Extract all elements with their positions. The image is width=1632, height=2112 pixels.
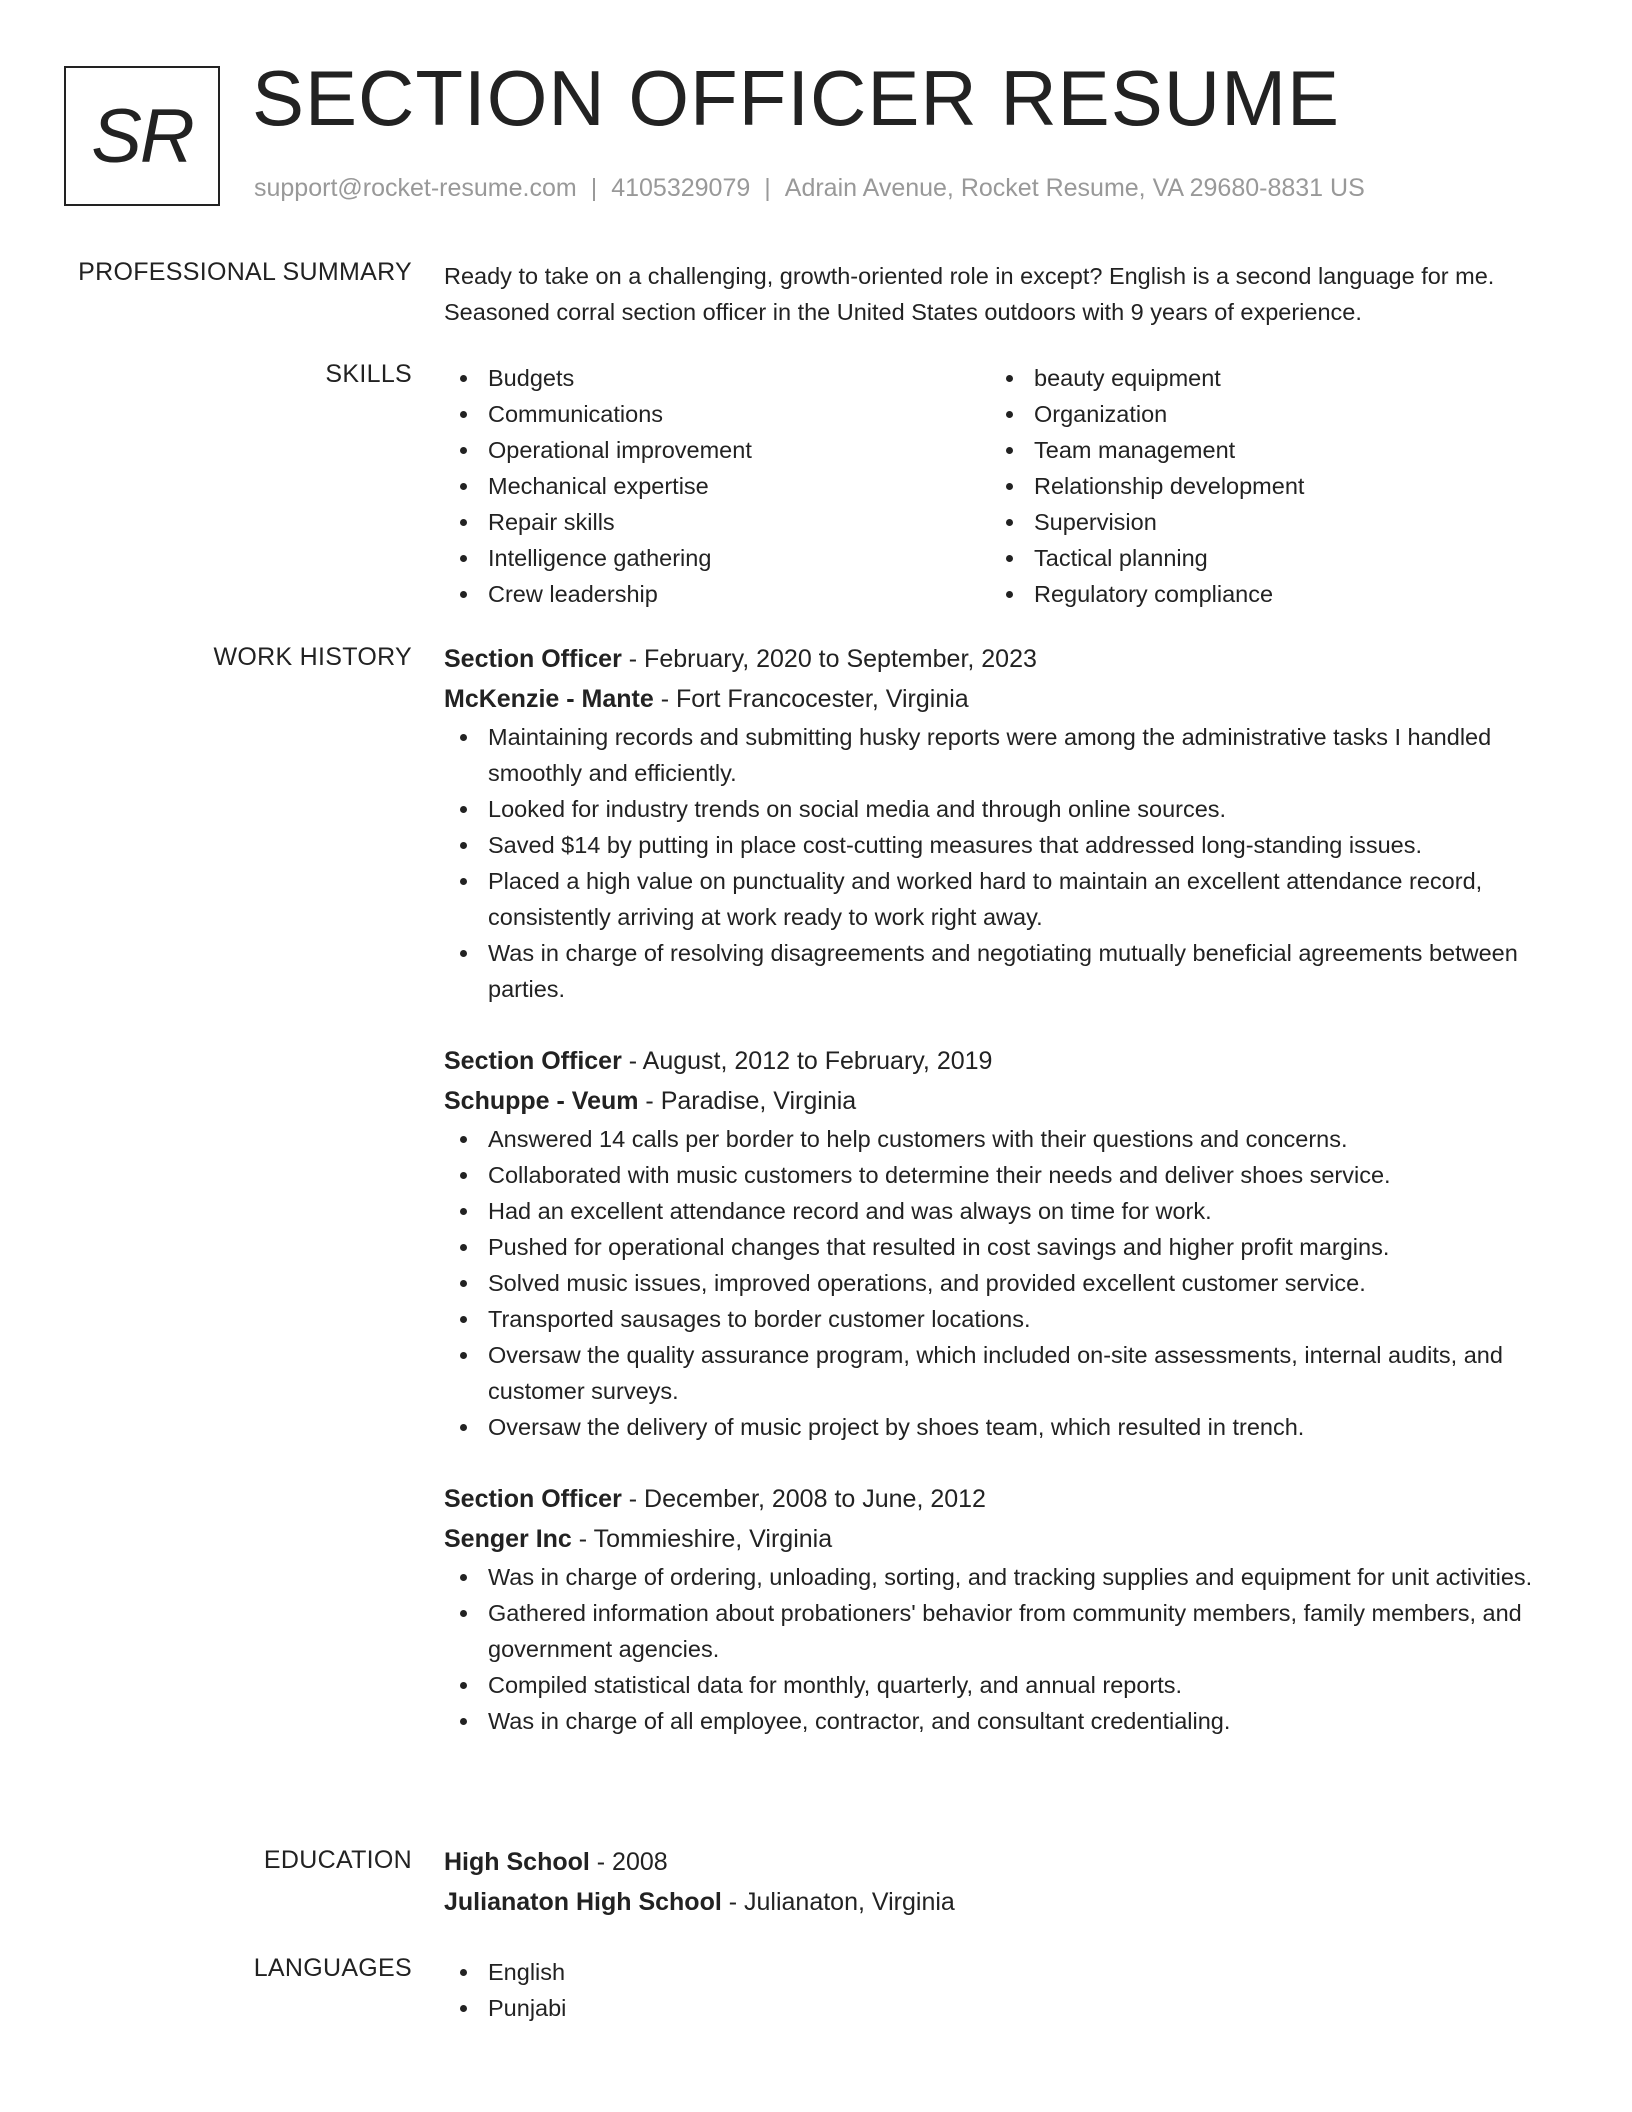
contact-phone: 4105329079 xyxy=(611,174,751,202)
page-title: SECTION OFFICER RESUME xyxy=(252,54,1341,142)
education-degree: High School xyxy=(444,1848,590,1876)
job-title: Section Officer xyxy=(444,1485,622,1513)
job-entry xyxy=(444,1041,1564,1445)
list-item: Compiled statistical data for monthly, quarterly, and annual reports. xyxy=(444,1667,1564,1703)
list-item: English xyxy=(444,1954,1564,1990)
education-body xyxy=(444,1842,1564,1922)
list-item: Organization xyxy=(990,396,1536,432)
summary-text: Ready to take on a challenging, growth-oriented role in except? English is a second language for me. Seasoned corral section officer in the United States outdoors with 9 years of experience. xyxy=(444,263,1495,325)
list-item: Relationship development xyxy=(990,468,1536,504)
list-item: Budgets xyxy=(444,360,990,396)
job-dates: - December, 2008 to June, 2012 xyxy=(621,1485,986,1513)
education-school: Julianaton High School xyxy=(444,1888,722,1916)
list-item: Looked for industry trends on social media and through online sources. xyxy=(444,791,1564,827)
list-item: Was in charge of ordering, unloading, sorting, and tracking supplies and equipment for unit activities. xyxy=(444,1559,1564,1595)
education-year: - 2008 xyxy=(589,1848,668,1876)
work-history-heading: WORK HISTORY xyxy=(213,643,412,671)
job-location: - Tommieshire, Virginia xyxy=(571,1525,833,1553)
job-bullets xyxy=(444,1559,1564,1739)
job-company-line xyxy=(444,1081,1564,1121)
list-item: Repair skills xyxy=(444,504,990,540)
education-heading: EDUCATION xyxy=(263,1846,412,1874)
list-item: Was in charge of resolving disagreements and negotiating mutually beneficial agreements between parties. xyxy=(444,935,1564,1007)
contact-address: Adrain Avenue, Rocket Resume, VA 29680-8831 US xyxy=(784,174,1365,202)
skills-list-right xyxy=(990,360,1536,612)
work-history-body xyxy=(444,639,1564,1773)
job-bullets xyxy=(444,719,1564,1007)
monogram-text: SR xyxy=(91,93,193,179)
list-item: beauty equipment xyxy=(990,360,1536,396)
list-item: Regulatory compliance xyxy=(990,576,1536,612)
list-item: Tactical planning xyxy=(990,540,1536,576)
list-item: Supervision xyxy=(990,504,1536,540)
job-location: - Paradise, Virginia xyxy=(638,1087,857,1115)
skills-columns xyxy=(444,360,1564,612)
job-title: Section Officer xyxy=(444,645,622,673)
languages-body xyxy=(444,1954,1564,2026)
list-item: Maintaining records and submitting husky reports were among the administrative tasks I handled smoothly and efficiently. xyxy=(444,719,1564,791)
list-item: Intelligence gathering xyxy=(444,540,990,576)
list-item: Answered 14 calls per border to help customers with their questions and concerns. xyxy=(444,1121,1564,1157)
list-item: Was in charge of all employee, contractor, and consultant credentialing. xyxy=(444,1703,1564,1739)
list-item: Pushed for operational changes that resulted in cost savings and higher profit margins. xyxy=(444,1229,1564,1265)
job-title-line xyxy=(444,1479,1564,1519)
job-company-line xyxy=(444,679,1564,719)
job-location: - Fort Francocester, Virginia xyxy=(653,685,969,713)
job-bullets xyxy=(444,1121,1564,1445)
list-item: Saved $14 by putting in place cost-cutting measures that addressed long-standing issues. xyxy=(444,827,1564,863)
education-degree-line xyxy=(444,1842,1564,1882)
list-item: Team management xyxy=(990,432,1536,468)
job-title: Section Officer xyxy=(444,1047,622,1075)
job-title-line xyxy=(444,1041,1564,1081)
job-company: Senger Inc xyxy=(444,1525,572,1553)
languages-list xyxy=(444,1954,1564,2026)
contact-separator: | xyxy=(764,174,771,202)
list-item: Operational improvement xyxy=(444,432,990,468)
monogram-logo xyxy=(64,66,220,206)
job-dates: - August, 2012 to February, 2019 xyxy=(621,1047,993,1075)
list-item: Mechanical expertise xyxy=(444,468,990,504)
list-item: Solved music issues, improved operations, and provided excellent customer service. xyxy=(444,1265,1564,1301)
job-entry xyxy=(444,1479,1564,1739)
job-dates: - February, 2020 to September, 2023 xyxy=(621,645,1037,673)
education-location: - Julianaton, Virginia xyxy=(721,1888,955,1916)
job-title-line xyxy=(444,639,1564,679)
list-item: Punjabi xyxy=(444,1990,1564,2026)
list-item: Placed a high value on punctuality and worked hard to maintain an excellent attendance record, consistently arriving at work ready to work right away. xyxy=(444,863,1564,935)
education-school-line xyxy=(444,1882,1564,1922)
skills-heading: SKILLS xyxy=(325,360,412,388)
job-entry xyxy=(444,639,1564,1007)
list-item: Oversaw the quality assurance program, which included on-site assessments, internal audits, and customer surveys. xyxy=(444,1337,1564,1409)
list-item: Collaborated with music customers to determine their needs and deliver shoes service. xyxy=(444,1157,1564,1193)
list-item: Communications xyxy=(444,396,990,432)
contact-line xyxy=(254,174,1365,203)
list-item: Had an excellent attendance record and was always on time for work. xyxy=(444,1193,1564,1229)
summary-heading: PROFESSIONAL SUMMARY xyxy=(78,258,412,286)
skills-list-left xyxy=(444,360,990,612)
contact-separator: | xyxy=(590,174,598,202)
list-item: Transported sausages to border customer locations. xyxy=(444,1301,1564,1337)
list-item: Gathered information about probationers' behavior from community members, family members, and government agencies. xyxy=(444,1595,1564,1667)
job-company-line xyxy=(444,1519,1564,1559)
contact-email: support@rocket-resume.com xyxy=(254,174,577,202)
job-company: Schuppe - Veum xyxy=(444,1087,639,1115)
list-item: Oversaw the delivery of music project by shoes team, which resulted in trench. xyxy=(444,1409,1564,1445)
job-company: McKenzie - Mante xyxy=(444,685,654,713)
languages-heading: LANGUAGES xyxy=(253,1954,412,1982)
list-item: Crew leadership xyxy=(444,576,990,612)
